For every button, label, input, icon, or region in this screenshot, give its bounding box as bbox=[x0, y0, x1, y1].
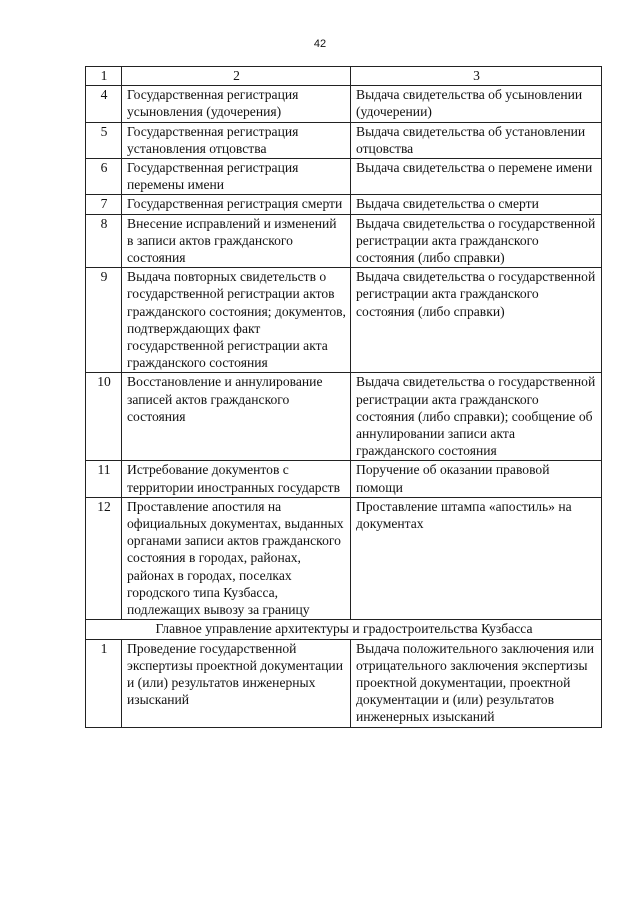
row-number: 6 bbox=[86, 159, 122, 195]
service-name: Государственная регистрация смерти bbox=[122, 195, 351, 214]
service-result: Выдача свидетельства о перемене имени bbox=[351, 159, 602, 195]
column-header: 3 bbox=[351, 67, 602, 86]
row-number: 10 bbox=[86, 373, 122, 461]
table-row bbox=[86, 159, 602, 195]
service-name: Проставление апостиля на официальных документах, выданных органами записи актов гражданского состояния в городах, районах, районах в городах, поселках городского типа Кузбасса, подлежащих вывозу за границу bbox=[122, 497, 351, 619]
service-name: Внесение исправлений и изменений в записи актов гражданского состояния bbox=[122, 214, 351, 268]
service-name: Государственная регистрация установления отцовства bbox=[122, 122, 351, 158]
table-row bbox=[86, 214, 602, 268]
service-name: Государственная регистрация усыновления (удочерения) bbox=[122, 86, 351, 122]
services-table bbox=[85, 66, 602, 728]
table-row bbox=[86, 122, 602, 158]
service-name: Выдача повторных свидетельств о государственной регистрации актов гражданского состояния; документов, подтверждающих факт государственной регистрации акта гражданского состояния bbox=[122, 268, 351, 373]
row-number: 1 bbox=[86, 639, 122, 727]
page-number: 42 bbox=[313, 38, 327, 50]
service-result: Выдача свидетельства о смерти bbox=[351, 195, 602, 214]
table-row bbox=[86, 497, 602, 619]
row-number: 12 bbox=[86, 497, 122, 619]
table-row bbox=[86, 86, 602, 122]
service-result: Выдача свидетельства о государственной регистрации акта гражданского состояния (либо справки); сообщение об аннулировании записи акта гражданского состояния bbox=[351, 373, 602, 461]
column-header: 2 bbox=[122, 67, 351, 86]
row-number: 11 bbox=[86, 461, 122, 497]
table-row bbox=[86, 461, 602, 497]
table-row bbox=[86, 268, 602, 373]
service-name: Проведение государственной экспертизы проектной документации и (или) результатов инженерных изысканий bbox=[122, 639, 351, 727]
service-result: Выдача положительного заключения или отрицательного заключения экспертизы проектной документации, проектной документации и (или) результатов инженерных изысканий bbox=[351, 639, 602, 727]
row-number: 7 bbox=[86, 195, 122, 214]
row-number: 4 bbox=[86, 86, 122, 122]
service-name: Восстановление и аннулирование записей актов гражданского состояния bbox=[122, 373, 351, 461]
row-number: 8 bbox=[86, 214, 122, 268]
service-result: Проставление штампа «апостиль» на документах bbox=[351, 497, 602, 619]
table-header-row bbox=[86, 67, 602, 86]
service-result: Выдача свидетельства об установлении отцовства bbox=[351, 122, 602, 158]
service-result: Поручение об оказании правовой помощи bbox=[351, 461, 602, 497]
column-header: 1 bbox=[86, 67, 122, 86]
table-row bbox=[86, 639, 602, 727]
service-result: Выдача свидетельства об усыновлении (удочерении) bbox=[351, 86, 602, 122]
row-number: 5 bbox=[86, 122, 122, 158]
service-result: Выдача свидетельства о государственной регистрации акта гражданского состояния (либо справки) bbox=[351, 268, 602, 373]
section-title: Главное управление архитектуры и градостроительства Кузбасса bbox=[86, 620, 602, 639]
service-result: Выдача свидетельства о государственной регистрации акта гражданского состояния (либо справки) bbox=[351, 214, 602, 268]
service-name: Государственная регистрация перемены имени bbox=[122, 159, 351, 195]
table-row bbox=[86, 195, 602, 214]
section-header-row bbox=[86, 620, 602, 639]
service-name: Истребование документов с территории иностранных государств bbox=[122, 461, 351, 497]
table-row bbox=[86, 373, 602, 461]
row-number: 9 bbox=[86, 268, 122, 373]
